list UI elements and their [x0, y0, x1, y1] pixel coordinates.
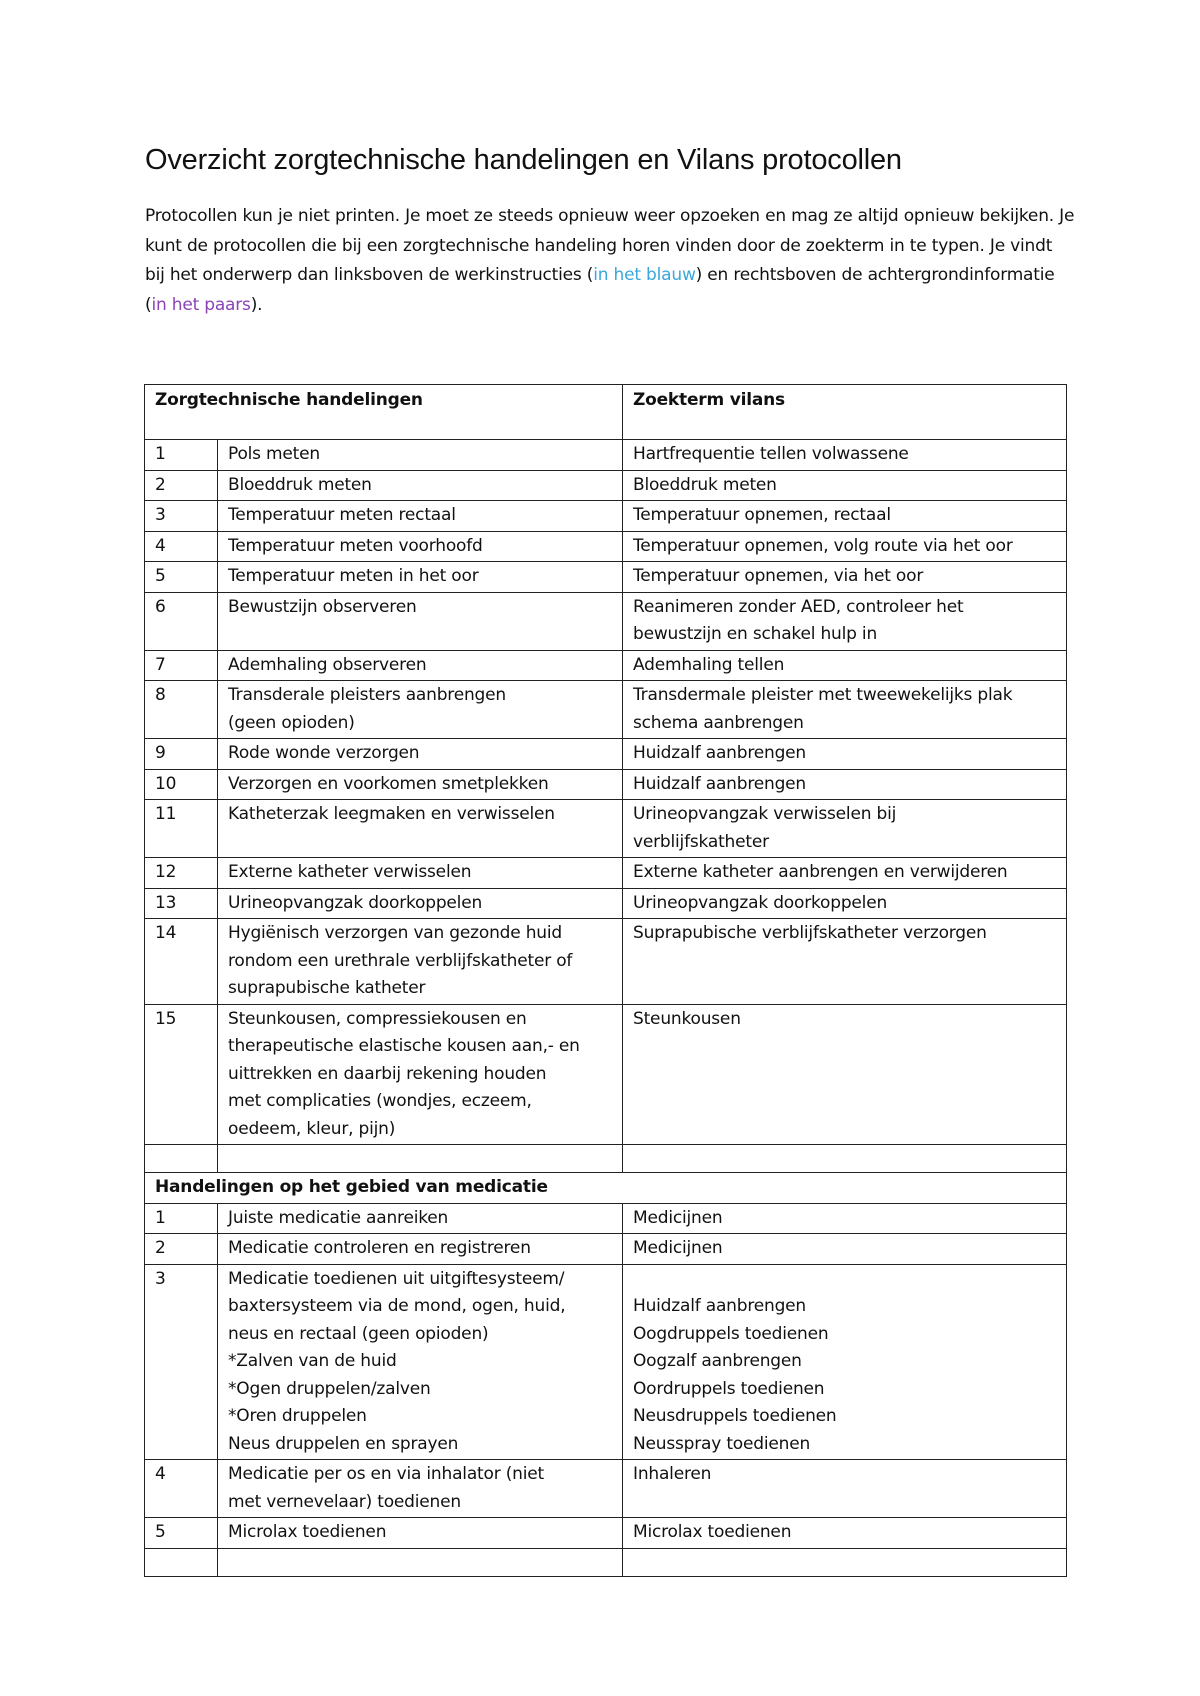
table-row: [145, 592, 1067, 650]
blank-cell: [218, 1548, 623, 1576]
row-procedure: Bloeddruk meten: [218, 470, 623, 501]
row-procedure: Medicatie toedienen uit uitgiftesysteem/ baxtersysteem via de mond, ogen, huid, neus en rectaal (geen opioden) *Zalven van de huid *Ogen druppelen/zalven *Oren druppelen Neus druppelen en sprayen: [218, 1264, 623, 1460]
row-searchterm: Huidzalf aanbrengen: [623, 769, 1067, 800]
intro-text-3: ).: [250, 294, 263, 315]
row-number: 5: [145, 562, 218, 593]
table-row: [145, 888, 1067, 919]
row-procedure: Externe katheter verwisselen: [218, 858, 623, 889]
table-row: [145, 562, 1067, 593]
row-procedure: Bewustzijn observeren: [218, 592, 623, 650]
row-procedure: Rode wonde verzorgen: [218, 739, 623, 770]
row-searchterm: Huidzalf aanbrengen Oogdruppels toedienen Oogzalf aanbrengen Oordruppels toedienen Neusdruppels toedienen Neusspray toedienen: [623, 1264, 1067, 1460]
blank-row: [145, 1548, 1067, 1576]
page-title: Overzicht zorgtechnische handelingen en Vilans protocollen: [145, 144, 902, 176]
row-procedure: Urineopvangzak doorkoppelen: [218, 888, 623, 919]
intro-blue-phrase: in het blauw: [593, 265, 696, 285]
table-row: [145, 919, 1067, 1005]
table-row: [145, 501, 1067, 532]
row-number: 12: [145, 858, 218, 889]
row-procedure: Temperatuur meten in het oor: [218, 562, 623, 593]
intro-paragraph: [145, 202, 1075, 320]
row-searchterm: Temperatuur opnemen, rectaal: [623, 501, 1067, 532]
table-row: [145, 1004, 1067, 1145]
blank-cell: [623, 1548, 1067, 1576]
table-row: [145, 1518, 1067, 1549]
blank-cell: [218, 1145, 623, 1173]
row-number: 1: [145, 1203, 218, 1234]
table-row: [145, 440, 1067, 471]
table-row: [145, 681, 1067, 739]
row-procedure: Transderale pleisters aanbrengen (geen opioden): [218, 681, 623, 739]
table-header-row: [145, 385, 1067, 440]
procedures-table-body: [145, 385, 1067, 1577]
row-searchterm: Microlax toedienen: [623, 1518, 1067, 1549]
row-procedure: Juiste medicatie aanreiken: [218, 1203, 623, 1234]
row-number: 2: [145, 470, 218, 501]
table-row: [145, 470, 1067, 501]
header-col-procedures: Zorgtechnische handelingen: [145, 385, 623, 440]
table-row: [145, 531, 1067, 562]
row-number: 4: [145, 531, 218, 562]
row-searchterm: Huidzalf aanbrengen: [623, 739, 1067, 770]
blank-row: [145, 1145, 1067, 1173]
intro-purple-phrase: in het paars: [151, 294, 251, 315]
procedures-table: [144, 384, 1067, 1577]
blank-cell: [623, 1145, 1067, 1173]
row-number: 2: [145, 1234, 218, 1265]
section-heading: Handelingen op het gebied van medicatie: [145, 1173, 1067, 1204]
row-procedure: Microlax toedienen: [218, 1518, 623, 1549]
row-procedure: Temperatuur meten voorhoofd: [218, 531, 623, 562]
row-procedure: Hygiënisch verzorgen van gezonde huid rondom een urethrale verblijfskatheter of suprapubische katheter: [218, 919, 623, 1005]
row-procedure: Temperatuur meten rectaal: [218, 501, 623, 532]
row-searchterm: Externe katheter aanbrengen en verwijderen: [623, 858, 1067, 889]
row-searchterm: Inhaleren: [623, 1460, 1067, 1518]
row-searchterm: Suprapubische verblijfskatheter verzorgen: [623, 919, 1067, 1005]
row-number: 4: [145, 1460, 218, 1518]
row-procedure: Steunkousen, compressiekousen en therapeutische elastische kousen aan,- en uittrekken en daarbij rekening houden met complicaties (wondjes, eczeem, oedeem, kleur, pijn): [218, 1004, 623, 1145]
row-number: 8: [145, 681, 218, 739]
row-procedure: Pols meten: [218, 440, 623, 471]
row-searchterm: Bloeddruk meten: [623, 470, 1067, 501]
row-number: 15: [145, 1004, 218, 1145]
row-number: 14: [145, 919, 218, 1005]
row-number: 3: [145, 501, 218, 532]
row-procedure: Medicatie controleren en registreren: [218, 1234, 623, 1265]
table-row: [145, 1234, 1067, 1265]
row-number: 13: [145, 888, 218, 919]
row-number: 9: [145, 739, 218, 770]
row-number: 6: [145, 592, 218, 650]
header-col-searchterm: Zoekterm vilans: [623, 385, 1067, 440]
row-searchterm: Medicijnen: [623, 1234, 1067, 1265]
table-row: [145, 1203, 1067, 1234]
row-number: 5: [145, 1518, 218, 1549]
row-searchterm: Reanimeren zonder AED, controleer het bewustzijn en schakel hulp in: [623, 592, 1067, 650]
row-procedure: Verzorgen en voorkomen smetplekken: [218, 769, 623, 800]
row-procedure: Medicatie per os en via inhalator (niet met vernevelaar) toedienen: [218, 1460, 623, 1518]
table-row: [145, 739, 1067, 770]
row-searchterm: Temperatuur opnemen, via het oor: [623, 562, 1067, 593]
row-number: 1: [145, 440, 218, 471]
table-row: [145, 800, 1067, 858]
table-row: [145, 1460, 1067, 1518]
row-searchterm: Transdermale pleister met tweewekelijks plak schema aanbrengen: [623, 681, 1067, 739]
blank-cell: [145, 1145, 218, 1173]
intro-text-1: Protocollen kun je niet printen. Je moet ze steeds opnieuw weer opzoeken en mag ze altijd opnieuw bekijken. Je kunt de protocollen die bij een zorgtechnische handeling horen vinden door de zoekterm in te typen. Je vindt bij het onderwerp dan linksboven de werkinstructies (: [145, 206, 1075, 285]
row-searchterm: Ademhaling tellen: [623, 650, 1067, 681]
intro-text-2: ) en rechtsboven de achtergrondinformatie (: [145, 265, 1055, 315]
row-procedure: Katheterzak leegmaken en verwisselen: [218, 800, 623, 858]
table-row: [145, 1264, 1067, 1460]
row-searchterm: Urineopvangzak verwisselen bij verblijfskatheter: [623, 800, 1067, 858]
row-number: 10: [145, 769, 218, 800]
section-header-row: [145, 1173, 1067, 1204]
blank-cell: [145, 1548, 218, 1576]
row-number: 7: [145, 650, 218, 681]
row-searchterm: Urineopvangzak doorkoppelen: [623, 888, 1067, 919]
row-number: 3: [145, 1264, 218, 1460]
row-searchterm: Temperatuur opnemen, volg route via het oor: [623, 531, 1067, 562]
row-procedure: Ademhaling observeren: [218, 650, 623, 681]
row-searchterm: Medicijnen: [623, 1203, 1067, 1234]
table-row: [145, 858, 1067, 889]
row-number: 11: [145, 800, 218, 858]
row-searchterm: Hartfrequentie tellen volwassene: [623, 440, 1067, 471]
table-row: [145, 769, 1067, 800]
table-row: [145, 650, 1067, 681]
row-searchterm: Steunkousen: [623, 1004, 1067, 1145]
